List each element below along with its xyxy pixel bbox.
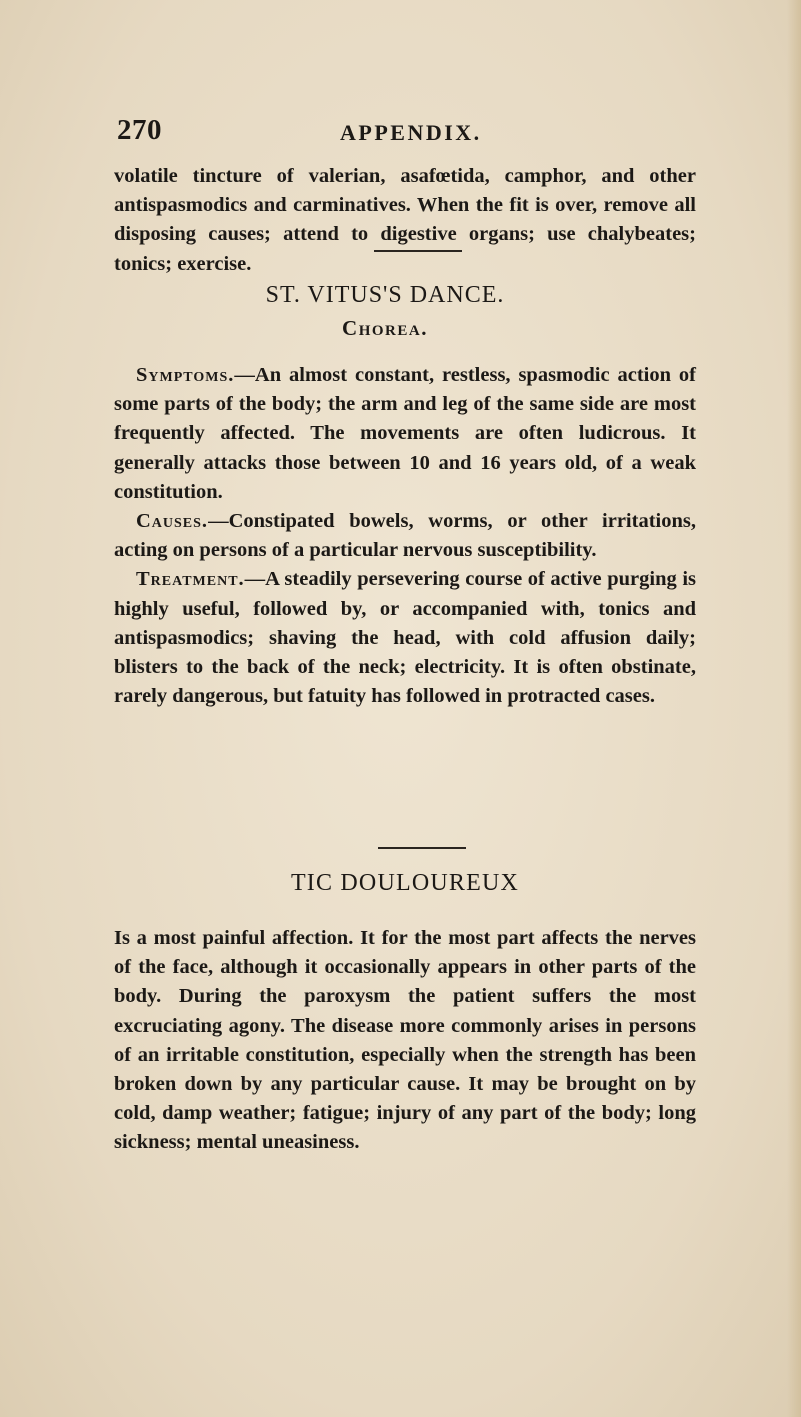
tic-section (114, 924, 696, 1158)
treatment-paragraph (114, 565, 696, 711)
chorea-section (114, 361, 696, 711)
causes-label: Causes. (136, 510, 209, 533)
causes-paragraph (114, 507, 696, 565)
intro-section (114, 162, 696, 279)
treatment-text: —A steadily persevering course of active purging is highly useful, followed by, or accompanied with, tonics and antispasmodics; shaving the head, with cold affusion daily; blisters to the back of the neck; electricity. It is often obstinate, rarely dangerous, but fatuity has followed in protracted cases. (114, 568, 696, 708)
section-divider (374, 250, 462, 252)
page-header (117, 114, 697, 148)
symptoms-paragraph (114, 361, 696, 507)
page-edge-shadow (787, 0, 801, 1417)
symptoms-label: Symptoms. (136, 364, 235, 386)
intro-paragraph: volatile tincture of valerian, asafœtida, camphor, and other antispasmodics and carminatives. When the fit is over, remove all disposing causes; attend to digestive organs; use chalybeates; tonics; exercise. (114, 165, 696, 275)
section-divider (378, 847, 466, 849)
tic-paragraph: Is a most painful affection. It for the most part affects the nerves of the face, although it occasionally appears in other parts of the body. During the paroxysm the patient suffers the most excruciating agony. The disease more commonly arises in persons of an irritable constitution, especially when the strength has been broken down by any particular cause. It may be brought on by cold, damp weather; fatigue; injury of any part of the body; long sickness; mental uneasiness. (114, 927, 696, 1154)
symptoms-text: —An almost constant, restless, spasmodic action of some parts of the body; the arm and leg of the same side are most frequently affected. The movements are often ludicrous. It generally attacks those between 10 and 16 years old, of a weak constitution. (114, 364, 696, 503)
causes-text: —Constipated bowels, worms, or other irritations, acting on persons of a particular nervous susceptibility. (114, 510, 696, 562)
page-number: 270 (117, 114, 162, 146)
chorea-subheading: Chorea. (342, 316, 428, 340)
chorea-heading: ST. VITUS'S DANCE. (265, 282, 505, 308)
treatment-label: Treatment. (136, 568, 245, 591)
tic-heading: TIC DOULOUREUX (290, 870, 520, 896)
running-head: APPENDIX. (340, 120, 482, 145)
